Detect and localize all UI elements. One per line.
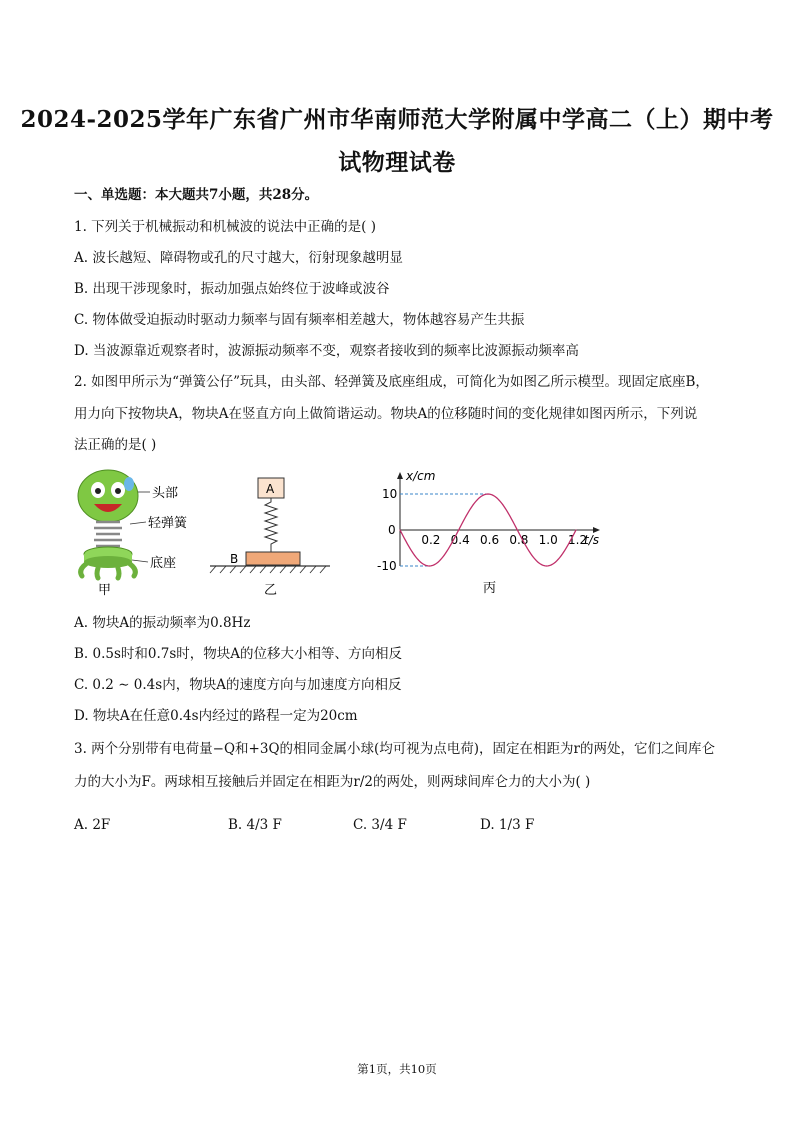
ground-hatch [210,566,326,573]
q2-option-b: B. 0.5s时和0.7s时，物块A的位移大小相等、方向相反 [74,646,403,662]
x-tick-3: 0.8 [509,533,529,547]
figure-bing-chart [360,466,610,600]
data-point-9 [531,555,532,556]
q1-option-c: C. 物体做受迫振动时驱动力频率与固有频率相差越大，物体越容易产生共振 [74,312,525,328]
data-point-1 [414,555,415,556]
data-point-5 [473,504,474,505]
data-point-8 [517,529,518,530]
spring [265,498,277,552]
label-base: 底座 [150,556,177,571]
x-tick-2: 0.6 [480,533,500,547]
section-heading: 一、单选题：本大题共7小题，共28分。 [74,187,319,203]
figure-jia [70,468,200,598]
q1-stem: 1. 下列关于机械振动和机械波的说法中正确的是( ) [74,219,376,235]
exam-title-line-2: 试物理试卷 [338,149,456,176]
x-tick-4: 1.0 [538,533,558,547]
data-point-12 [575,529,576,530]
q2-stem-line-2: 用力向下按物块A，物块A在竖直方向上做简谐运动。物块A的位移随时间的变化规律如图丙所示，下列说 [74,406,698,422]
q2-stem-line-3: 法正确的是( ) [74,437,157,453]
data-point-7 [502,504,503,505]
base-b [246,552,300,565]
data-point-4 [458,529,459,530]
q1-option-b: B. 出现干涉现象时，振动加强点始终位于波峰或波谷 [74,281,390,297]
exam-title-line-1: 2024-2025学年广东省广州市华南师范大学附属中学高二（上）期中考 [20,106,774,133]
q2-option-d: D. 物块A在任意0.4s内经过的路程一定为20cm [74,708,358,724]
data-point-0 [399,529,400,530]
x-tick-5: 1.2 [568,533,588,547]
data-point-10 [546,565,547,566]
data-point-11 [561,555,562,556]
base-b-label: B [230,552,239,566]
page-footer: 第1页，共10页 [357,1062,437,1076]
q1-option-a: A. 波长越短、障碍物或孔的尺寸越大，衍射现象越明显 [74,250,403,266]
q2-option-c: C. 0.2 ∼ 0.4s内，物块A的速度方向与加速度方向相反 [74,677,402,693]
spring-toy-image [78,470,138,578]
q2-option-a: A. 物块A的振动频率为0.8Hz [74,615,251,631]
figure-yi [206,474,338,598]
q3-option-a: A. 2F [74,817,111,833]
label-spring: 轻弹簧 [148,516,188,531]
data-point-6 [487,493,488,494]
y-tick-10: 10 [382,487,398,501]
q3-option-c: C. 3/4 F [353,817,407,833]
data-point-3 [443,555,444,556]
x-axis-label: t/s [584,533,599,547]
y-tick-0: 0 [388,523,396,537]
block-a-label: A [266,482,275,496]
y-axis-label: x/cm [406,469,436,483]
caption-jia: 甲 [98,583,112,598]
q3-stem-line-2: 力的大小为F。两球相互接触后并固定在相距为r/2的两处，则两球间库仑力的大小为( ) [74,774,591,790]
q3-option-b: B. 4/3 F [228,817,282,833]
data-point-2 [429,565,430,566]
x-tick-1: 0.4 [450,533,470,547]
x-tick-0: 0.2 [421,533,441,547]
y-tick-neg10: -10 [377,559,397,573]
q1-option-d: D. 当波源靠近观察者时，波源振动频率不变，观察者接收到的频率比波源振动频率高 [74,343,579,359]
q3-option-d: D. 1/3 F [480,817,535,833]
label-head: 头部 [152,486,179,501]
q2-stem-line-1: 2. 如图甲所示为“弹簧公仔”玩具，由头部、轻弹簧及底座组成，可简化为如图乙所示模型。现固定底座B， [74,374,709,390]
caption-yi: 乙 [264,583,278,598]
q3-stem-line-1: 3. 两个分别带有电荷量−Q和+3Q的相同金属小球(均可视为点电荷)，固定在相距为r的两处，它们之间库仑 [74,741,716,757]
y-axis-arrow [397,472,403,479]
caption-bing: 丙 [483,581,497,596]
